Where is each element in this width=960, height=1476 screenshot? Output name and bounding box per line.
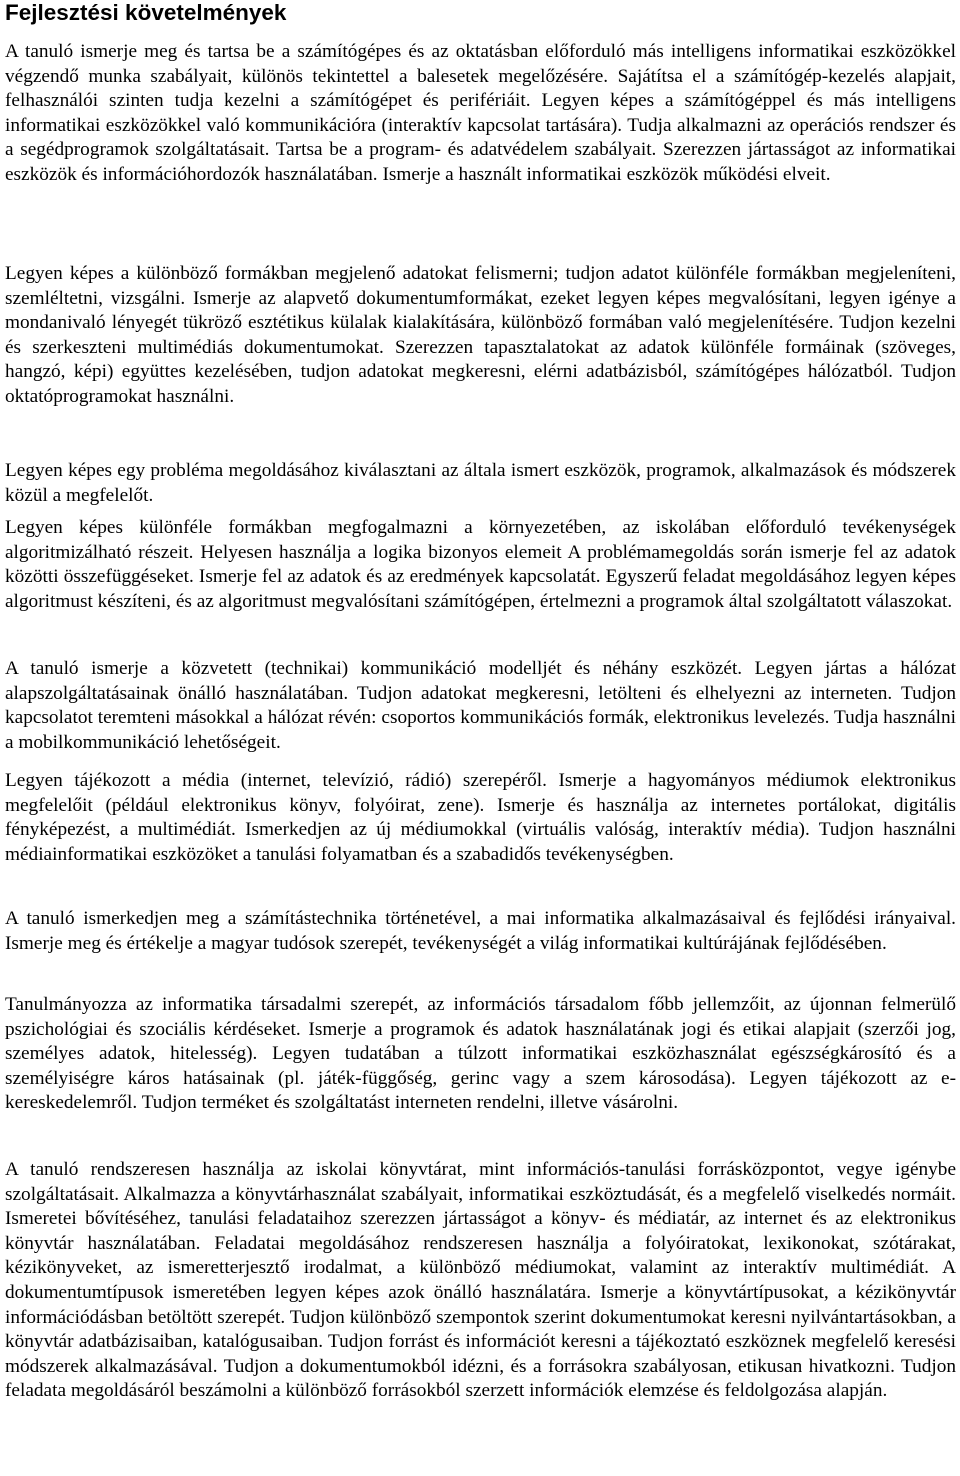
page-title: Fejlesztési követelmények [5, 0, 287, 25]
paragraph-algorithms: Legyen képes különféle formákban megfogalmazni a környezetében, az iskolában előforduló tevékenységek algoritmizálható részeit. Helyesen használja a logika bizonyos elemeit A problémamegoldás során ismerje fel az adatok közötti összefüggéseket. Ismerje fel az adatok és az eredmények kapcsolatát. Egyszerű feladat megoldásához legyen képes algoritmust készíteni, és az algoritmust megvalósítani számítógépen, értelmezni a programok által szolgáltatott válaszokat. [5, 517, 956, 612]
paragraph-history: A tanuló ismerkedjen meg a számítástechnika történetével, a mai informatika alkalmazásaival és fejlődési irányaival. Ismerje meg és értékelje a magyar tudósok szerepét, tevékenységét a világ informatikai kultúrájának fejlődésében. [5, 908, 956, 954]
paragraph-data-documents: Legyen képes a különböző formákban megjelenő adatokat felismerni; tudjon adatot különféle formákban megjeleníteni, szemléltetni, vizsgálni. Ismerje az alapvető dokumentumformákat, ezeket legyen képes megvalósítani, legyen igénye a mondanivaló lényegét tükröző esztétikus külalak kialakítására, különböző formában való megjelenítésére. Tudjon kezelni és szerkeszteni multimédiás dokumentumokat. Szerezzen tapasztalatokat az adatok különféle formáinak (szöveges, hangzó, képi) együttes kezelésében, tudjon adatokat megkeresni, elérni adatbázisból, számítógépes hálózatból. Tudjon oktatóprogramokat használni. [5, 263, 956, 407]
paragraph-media: Legyen tájékozott a média (internet, televízió, rádió) szerepéről. Ismerje a hagyományos médiumok elektronikus megfelelőit (például elektronikus könyv, folyóirat, zene). Ismerje és használja az internetes portálokat, digitális fényképezést, a multimédiát. Ismerkedjen az új médiumokkal (virtuális valóság, interaktív média). Tudjon használni médiainformatikai eszközöket a tanulási folyamatban és a szabadidős tevékenységben. [5, 770, 956, 865]
paragraph-computer-basics: A tanuló ismerje meg és tartsa be a számítógépes és az oktatásban előforduló más intelligens informatikai eszközökkel végzendő munka szabályait, különös tekintettel a balesetek megelőzésére. Sajátítsa el a számítógép-kezelés alapjait, felhasználói szinten tudja kezelni a számítógépet és perifériáit. Legyen képes a számítógéppel és más intelligens informatikai eszközökkel való kommunikációra (interaktív kapcsolat tartására). Tudja alkalmazni az operációs rendszer és a segédprogramok szolgáltatásait. Tartsa be a program- és adatvédelem szabályait. Szerezzen jártasságot az informatikai eszközök és információhordozók használatában. Ismerje a használt informatikai eszközök működési elveit. [5, 41, 956, 185]
paragraph-society: Tanulmányozza az informatika társadalmi szerepét, az információs társadalom főbb jellemzőit, az újonnan felmerülő pszichológiai és szociális kérdéseket. Ismerje a programok és adatok használatának jogi és etikai alapjait (szerzői jog, személyes adatok, hitelesség). Legyen tudatában a túlzott informatikai eszközhasználat egészségkárosító és a személyiségre káros hatásainak (pl. játék-függőség, gerinc vagy a szem károsodása). Legyen tájékozott az e-kereskedelemről. Tudjon terméket és szolgáltatást interneten rendelni, illetve vásárolni. [5, 994, 956, 1114]
paragraph-library: A tanuló rendszeresen használja az iskolai könyvtárat, mint információs-tanulási forrásközpontot, vegye igénybe szolgáltatásait. Alkalmazza a könyvtárhasználat szabályait, informatikai eszköztudását, és a megfelelő viselkedés normáit. Ismeretei bővítéséhez, tanulási feladataihoz szerezzen jártasságot a könyv- és médiatár, az internet és az elektronikus könyvtár használatában. Feladatai megoldásához rendszeresen használja a folyóiratokat, lexikonokat, szótárakat, kézikönyveket, az ismeretterjesztő irodalmat, a különböző médiumokat, valamint az interaktív multimédiát. A dokumentumtípusok ismeretében legyen képes azok önálló használatára. Ismerje a könyvtártípusokat, a kézikönyvtár információdásban betöltött szerepét. Tudjon különböző szempontok szerint dokumentumokat keresni nyilvántartásokban, a könyvtár adatbázisaiban, katalógusaiban. Tudjon forrást és információt keresni a tájékoztató eszköznek megfelelő keresési módszerek alkalmazásával. Tudjon a dokumentumokból idézni, és a forrásokra szabályosan, etikusan hivatkozni. Tudjon feladata megoldásáról beszámolni a különböző forrásokból szerzett információk elemzése és feldolgozása alapján. [5, 1159, 956, 1402]
paragraph-problem-solving-tools: Legyen képes egy probléma megoldásához kiválasztani az általa ismert eszközök, programok, alkalmazások és módszerek közül a megfelelőt. [5, 460, 956, 506]
paragraph-communication: A tanuló ismerje a közvetett (technikai) kommunikáció modelljét és néhány eszközét. Legyen jártas a hálózat alapszolgáltatásainak önálló használatában. Tudjon adatokat megkeresni, letölteni és elhelyezni az interneten. Tudjon kapcsolatot teremteni másokkal a hálózat révén: csoportos kommunikációs formák, elektronikus levelezés. Tudja használni a mobilkommunikáció lehetőségeit. [5, 658, 956, 753]
